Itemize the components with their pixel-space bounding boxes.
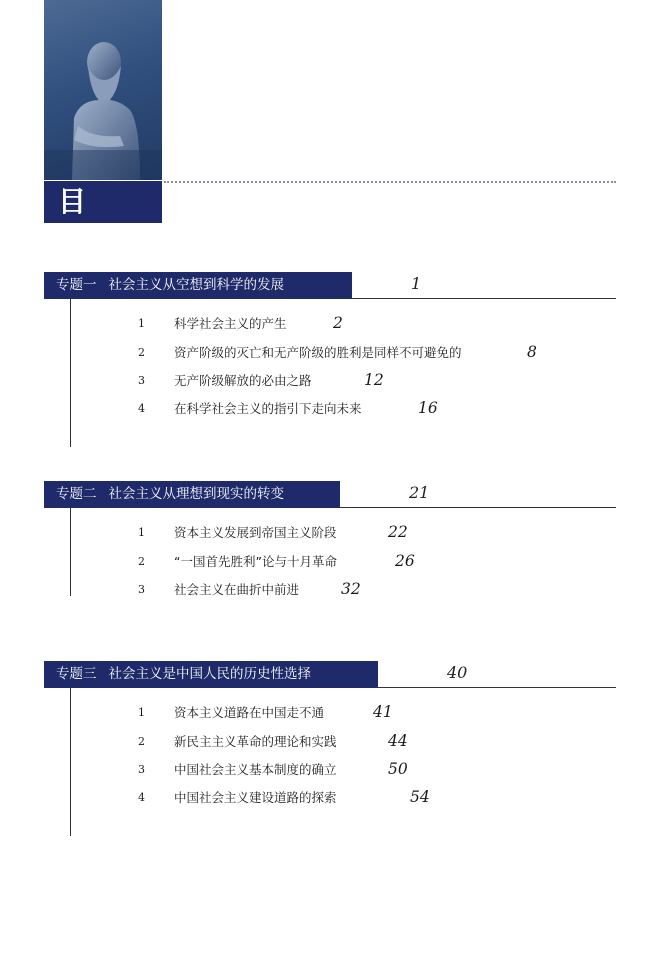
section-title: 社会主义从理想到现实的转变 [108,486,284,502]
section-title: 社会主义是中国人民的历史性选择 [108,666,311,682]
item-page-number: 41 [373,703,393,721]
item-text: 社会主义在曲折中前进 [174,582,300,597]
section-vertical-line [70,299,71,447]
section-vertical-line [70,508,71,596]
item-number: 2 [138,735,145,748]
item-page-number: 12 [364,371,384,389]
header-photo [44,0,162,180]
section-title-bar[interactable] [44,272,352,299]
item-text: 在科学社会主义的指引下走向未来 [174,401,362,416]
item-text: 中国社会主义建设道路的探索 [174,790,337,805]
item-number: 2 [138,555,145,568]
item-number: 3 [138,583,145,596]
section-number: 专题二 [56,486,97,502]
section-title-bar[interactable] [44,481,340,508]
section-title: 社会主义从空想到科学的发展 [108,277,284,293]
item-page-number: 26 [395,552,415,570]
section-page-number: 1 [411,274,422,293]
item-text: 资本主义发展到帝国主义阶段 [174,525,337,540]
item-text: 资本主义道路在中国走不通 [174,705,325,720]
item-text: “一国首先胜利”论与十月革命 [174,554,337,569]
header-dotted-rule [164,181,616,183]
item-page-number: 2 [333,314,343,332]
statue-portrait-icon [44,0,162,180]
item-number: 4 [138,402,145,415]
item-number: 4 [138,791,145,804]
item-text: 科学社会主义的产生 [174,316,287,331]
item-page-number: 50 [388,760,408,778]
item-page-number: 16 [418,399,438,417]
section-rule [352,298,616,299]
item-page-number: 54 [410,788,430,806]
section-vertical-line [70,688,71,836]
section-page-number: 40 [447,663,468,682]
section-number: 专题三 [56,666,97,682]
section-rule [340,507,616,508]
item-number: 1 [138,706,145,719]
item-text: 资产阶级的灭亡和无产阶级的胜利是同样不可避免的 [174,345,462,360]
section-title-bar[interactable] [44,661,378,688]
page-title: 目 录 [44,181,162,223]
item-number: 3 [138,374,145,387]
item-text: 无产阶级解放的必由之路 [174,373,312,388]
item-number: 2 [138,346,145,359]
item-text: 新民主主义革命的理论和实践 [174,734,337,749]
item-page-number: 32 [341,580,361,598]
section-rule [378,687,616,688]
item-text: 中国社会主义基本制度的确立 [174,762,337,777]
item-page-number: 8 [527,343,537,361]
item-page-number: 44 [388,732,408,750]
section-number: 专题一 [56,277,97,293]
item-number: 1 [138,526,145,539]
section-page-number: 21 [409,483,430,502]
item-number: 1 [138,317,145,330]
item-number: 3 [138,763,145,776]
item-page-number: 22 [388,523,408,541]
